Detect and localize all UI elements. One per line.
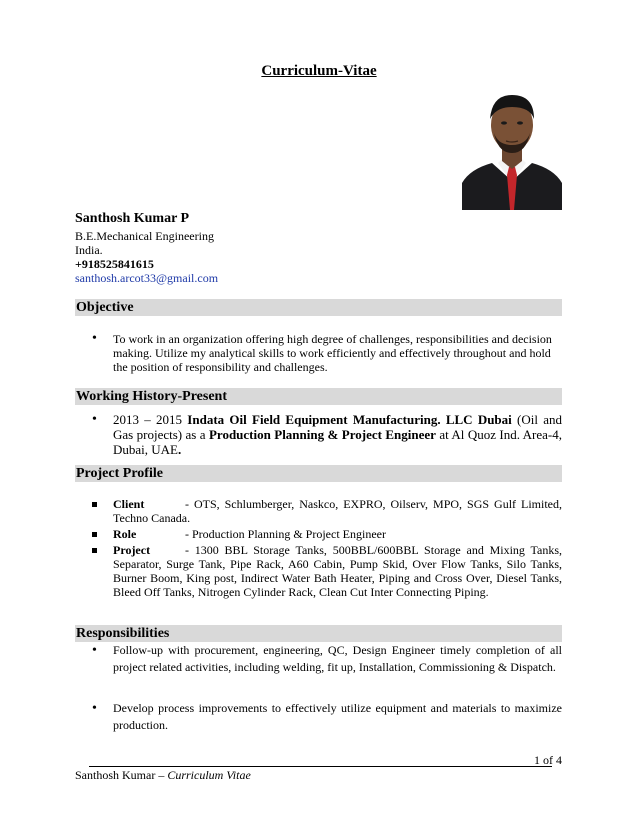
country-text: India. xyxy=(75,243,103,257)
history-sector: (Oil and Gas projects) as a xyxy=(113,412,563,442)
role-value: - Production Planning & Project Engineer xyxy=(185,527,386,541)
profile-photo xyxy=(462,83,562,210)
objective-text: To work in an organization offering high degree of challenges, responsibilities and decision making. Utilize my analytical skills to work efficiently and effectively throughout and hold the position of responsibility and challenges. xyxy=(113,332,552,374)
round-bullet-icon: • xyxy=(92,643,97,658)
project-profile-client xyxy=(113,497,562,525)
square-bullet-icon xyxy=(92,502,97,507)
square-bullet-icon xyxy=(92,548,97,553)
history-years: 2013 – 2015 xyxy=(113,412,183,427)
footer-text xyxy=(75,768,251,783)
project-value: - 1300 BBL Storage Tanks, 500BBL/600BBL Storage and Mixing Tanks, Separator, Surge Tank, Pipe Rack, A60 Cabin, Pump Skid, Over Flow Tanks, Silo Tanks, Burner Boom, King post, Indirect Water Bath Heater, Piping and Cross Over, Diesel Tanks, Bleed Off Tanks, Nitrogen Cylinder Rack, Clean Cut Inter Connecting Piping. xyxy=(113,543,562,599)
responsibilities-heading: Responsibilities xyxy=(75,625,562,642)
footer-name: Santhosh Kumar – xyxy=(75,768,168,782)
project-profile-project xyxy=(113,543,562,599)
role-label: Role xyxy=(113,527,137,541)
round-bullet-icon: • xyxy=(92,412,97,427)
project-profile-role xyxy=(113,527,562,541)
project-label: Project xyxy=(113,543,151,557)
responsibility-item: Develop process improvements to effectively utilize equipment and materials to maximize production. xyxy=(113,701,562,732)
client-label: Client xyxy=(113,497,145,511)
degree-text: B.E.Mechanical Engineering xyxy=(75,229,214,243)
history-role: Production Planning & Project Engineer xyxy=(208,427,436,442)
page-number: 1 of 4 xyxy=(534,753,562,767)
project-profile-heading: Project Profile xyxy=(75,465,562,482)
history-entry xyxy=(113,412,562,457)
objective-heading: Objective xyxy=(75,299,562,316)
footer-divider xyxy=(89,766,552,767)
working-history-heading: Working History-Present xyxy=(75,388,562,405)
history-period: . xyxy=(178,442,182,457)
history-location: at Al Quoz Ind. Area-4, Dubai, UAE xyxy=(113,427,562,457)
responsibility-item: Follow-up with procurement, engineering, QC, Design Engineer timely completion of all project related activities, including welding, fit up, Installation, Commissioning & Dispatch. xyxy=(113,643,562,674)
candidate-name: Santhosh Kumar P xyxy=(75,211,190,226)
round-bullet-icon: • xyxy=(92,701,97,716)
footer-doc-label: Curriculum Vitae xyxy=(167,768,251,782)
round-bullet-icon: • xyxy=(92,331,97,346)
document-title: Curriculum-Vitae xyxy=(261,63,377,79)
client-value: - OTS, Schlumberger, Naskco, EXPRO, Oilserv, MPO, SGS Gulf Limited, Techno Canada. xyxy=(113,497,562,525)
square-bullet-icon xyxy=(92,532,97,537)
history-company: Indata Oil Field Equipment Manufacturing. LLC Dubai xyxy=(187,412,512,427)
phone-text: +918525841615 xyxy=(75,257,154,271)
email-link[interactable]: santhosh.arcot33@gmail.com xyxy=(75,271,219,285)
